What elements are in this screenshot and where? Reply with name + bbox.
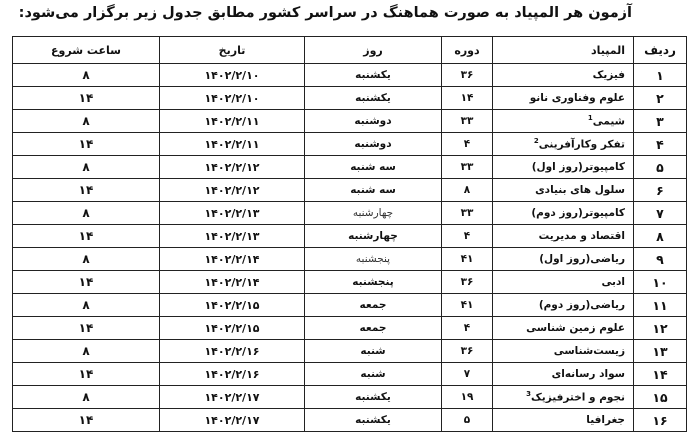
cell-tarikh: ۱۴۰۲/۲/۱۷ <box>160 386 305 409</box>
cell-olympiad <box>493 317 634 340</box>
cell-olympiad <box>493 248 634 271</box>
table-row <box>13 87 687 110</box>
cell-rooz: شنبه <box>305 363 442 386</box>
cell-olympiad <box>493 340 634 363</box>
cell-rooz: شنبه <box>305 340 442 363</box>
cell-rooz: چهارشنبه <box>305 202 442 225</box>
cell-olympiad <box>493 409 634 432</box>
cell-rooz: پنجشنبه <box>305 248 442 271</box>
table-row <box>13 363 687 386</box>
cell-tarikh: ۱۴۰۲/۲/۱۱ <box>160 133 305 156</box>
cell-saat: ۱۴ <box>13 179 160 202</box>
table-row <box>13 386 687 409</box>
cell-saat: ۸ <box>13 340 160 363</box>
table-row <box>13 340 687 363</box>
header-radif: ردیف <box>634 37 687 64</box>
cell-tarikh: ۱۴۰۲/۲/۱۵ <box>160 294 305 317</box>
cell-tarikh: ۱۴۰۲/۲/۱۷ <box>160 409 305 432</box>
cell-tarikh: ۱۴۰۲/۲/۱۰ <box>160 64 305 87</box>
cell-rooz: یکشنبه <box>305 64 442 87</box>
cell-dore: ۴۱ <box>442 294 493 317</box>
cell-rooz: یکشنبه <box>305 409 442 432</box>
olympiad-name: ادبی <box>601 276 625 288</box>
cell-rooz: چهارشنبه <box>305 225 442 248</box>
olympiad-name: ریاضی(روز اول) <box>539 253 625 265</box>
cell-dore: ۳۳ <box>442 202 493 225</box>
olympiad-name: نجوم و اخترفیزیک <box>531 391 625 404</box>
header-olympiad: المپیاد <box>493 37 634 64</box>
header-dore: دوره <box>442 37 493 64</box>
cell-olympiad <box>493 156 634 179</box>
table-row <box>13 317 687 340</box>
olympiad-name: علوم زمین شناسی <box>526 322 625 334</box>
cell-olympiad <box>493 64 634 87</box>
cell-dore: ۱۹ <box>442 386 493 409</box>
cell-saat: ۱۴ <box>13 317 160 340</box>
olympiad-name: فیزیک <box>592 69 625 81</box>
olympiad-name: ریاضی(روز دوم) <box>538 299 625 311</box>
cell-tarikh: ۱۴۰۲/۲/۱۱ <box>160 110 305 133</box>
cell-tarikh: ۱۴۰۲/۲/۱۳ <box>160 225 305 248</box>
table-row <box>13 271 687 294</box>
footnote-marker: 1 <box>587 114 593 123</box>
cell-rooz: یکشنبه <box>305 87 442 110</box>
cell-radif: ۳ <box>634 110 687 133</box>
table-row <box>13 110 687 133</box>
cell-saat: ۸ <box>13 110 160 133</box>
table-row <box>13 225 687 248</box>
table-header-row <box>13 37 687 64</box>
cell-saat: ۸ <box>13 156 160 179</box>
olympiad-schedule-table <box>12 36 687 432</box>
cell-dore: ۴ <box>442 317 493 340</box>
cell-radif: ۹ <box>634 248 687 271</box>
footnote-marker: 2 <box>533 137 539 146</box>
cell-olympiad <box>493 110 634 133</box>
cell-tarikh: ۱۴۰۲/۲/۱۴ <box>160 248 305 271</box>
cell-olympiad <box>493 202 634 225</box>
olympiad-name: تفکر وکارآفرینی <box>538 138 625 151</box>
olympiad-name: کامپیوتر(روز دوم) <box>531 207 625 219</box>
olympiad-name: اقتصاد و مدیریت <box>538 230 625 242</box>
cell-olympiad <box>493 133 634 156</box>
table-row <box>13 294 687 317</box>
olympiad-name: زیست‌شناسی <box>553 345 625 357</box>
cell-olympiad <box>493 363 634 386</box>
cell-saat: ۱۴ <box>13 363 160 386</box>
header-tarikh: تاریخ <box>160 37 305 64</box>
cell-tarikh: ۱۴۰۲/۲/۱۶ <box>160 363 305 386</box>
cell-rooz: جمعه <box>305 294 442 317</box>
cell-rooz: دوشنبه <box>305 110 442 133</box>
cell-saat: ۱۴ <box>13 225 160 248</box>
olympiad-name: سلول های بنیادی <box>535 184 625 196</box>
cell-dore: ۷ <box>442 363 493 386</box>
page-title: آزمون هر المپیاد به صورت هماهنگ در سراسر کشور مطابق جدول زیر برگزار می‌شود: <box>18 5 632 21</box>
cell-olympiad <box>493 87 634 110</box>
cell-dore: ۳۶ <box>442 271 493 294</box>
olympiad-name: علوم وفناوری نانو <box>529 92 625 104</box>
cell-olympiad <box>493 225 634 248</box>
cell-olympiad <box>493 294 634 317</box>
olympiad-name: کامپیوتر(روز اول) <box>531 161 625 173</box>
table-body <box>13 64 687 432</box>
cell-tarikh: ۱۴۰۲/۲/۱۳ <box>160 202 305 225</box>
cell-radif: ۱۳ <box>634 340 687 363</box>
table-row <box>13 156 687 179</box>
cell-saat: ۸ <box>13 294 160 317</box>
cell-dore: ۳۳ <box>442 110 493 133</box>
cell-radif: ۲ <box>634 87 687 110</box>
header-saat: ساعت شروع <box>13 37 160 64</box>
table-row <box>13 64 687 87</box>
cell-radif: ۱۵ <box>634 386 687 409</box>
cell-radif: ۴ <box>634 133 687 156</box>
cell-tarikh: ۱۴۰۲/۲/۱۲ <box>160 179 305 202</box>
cell-dore: ۴ <box>442 133 493 156</box>
cell-saat: ۱۴ <box>13 87 160 110</box>
table-row <box>13 179 687 202</box>
cell-radif: ۸ <box>634 225 687 248</box>
footnote-marker: 3 <box>526 390 531 399</box>
cell-radif: ۱۴ <box>634 363 687 386</box>
cell-tarikh: ۱۴۰۲/۲/۱۶ <box>160 340 305 363</box>
table-row <box>13 248 687 271</box>
cell-radif: ۱۰ <box>634 271 687 294</box>
cell-rooz: سه شنبه <box>305 156 442 179</box>
cell-radif: ۱۱ <box>634 294 687 317</box>
table-row <box>13 409 687 432</box>
cell-tarikh: ۱۴۰۲/۲/۱۰ <box>160 87 305 110</box>
cell-dore: ۴ <box>442 225 493 248</box>
cell-saat: ۱۴ <box>13 271 160 294</box>
cell-olympiad <box>493 386 634 409</box>
cell-radif: ۱۲ <box>634 317 687 340</box>
cell-saat: ۱۴ <box>13 409 160 432</box>
cell-dore: ۳۶ <box>442 64 493 87</box>
cell-rooz: دوشنبه <box>305 133 442 156</box>
cell-rooz: جمعه <box>305 317 442 340</box>
cell-saat: ۱۴ <box>13 133 160 156</box>
cell-saat: ۸ <box>13 248 160 271</box>
cell-dore: ۵ <box>442 409 493 432</box>
cell-olympiad <box>493 179 634 202</box>
cell-radif: ۶ <box>634 179 687 202</box>
olympiad-name: شیمی <box>592 115 625 128</box>
cell-rooz: سه شنبه <box>305 179 442 202</box>
header-rooz: روز <box>305 37 442 64</box>
cell-dore: ۸ <box>442 179 493 202</box>
cell-saat: ۸ <box>13 386 160 409</box>
cell-tarikh: ۱۴۰۲/۲/۱۴ <box>160 271 305 294</box>
cell-tarikh: ۱۴۰۲/۲/۱۵ <box>160 317 305 340</box>
table-row <box>13 133 687 156</box>
cell-saat: ۸ <box>13 202 160 225</box>
cell-dore: ۴۱ <box>442 248 493 271</box>
schedule-table-container <box>12 36 676 432</box>
cell-rooz: پنجشنبه <box>305 271 442 294</box>
cell-dore: ۳۶ <box>442 340 493 363</box>
cell-rooz: یکشنبه <box>305 386 442 409</box>
cell-radif: ۱۶ <box>634 409 687 432</box>
cell-olympiad <box>493 271 634 294</box>
table-row <box>13 202 687 225</box>
olympiad-name: سواد رسانه‌ای <box>551 368 625 380</box>
cell-radif: ۵ <box>634 156 687 179</box>
cell-saat: ۸ <box>13 64 160 87</box>
cell-radif: ۷ <box>634 202 687 225</box>
cell-dore: ۳۳ <box>442 156 493 179</box>
cell-radif: ۱ <box>634 64 687 87</box>
cell-tarikh: ۱۴۰۲/۲/۱۲ <box>160 156 305 179</box>
cell-dore: ۱۴ <box>442 87 493 110</box>
olympiad-name: جغرافیا <box>586 414 625 426</box>
